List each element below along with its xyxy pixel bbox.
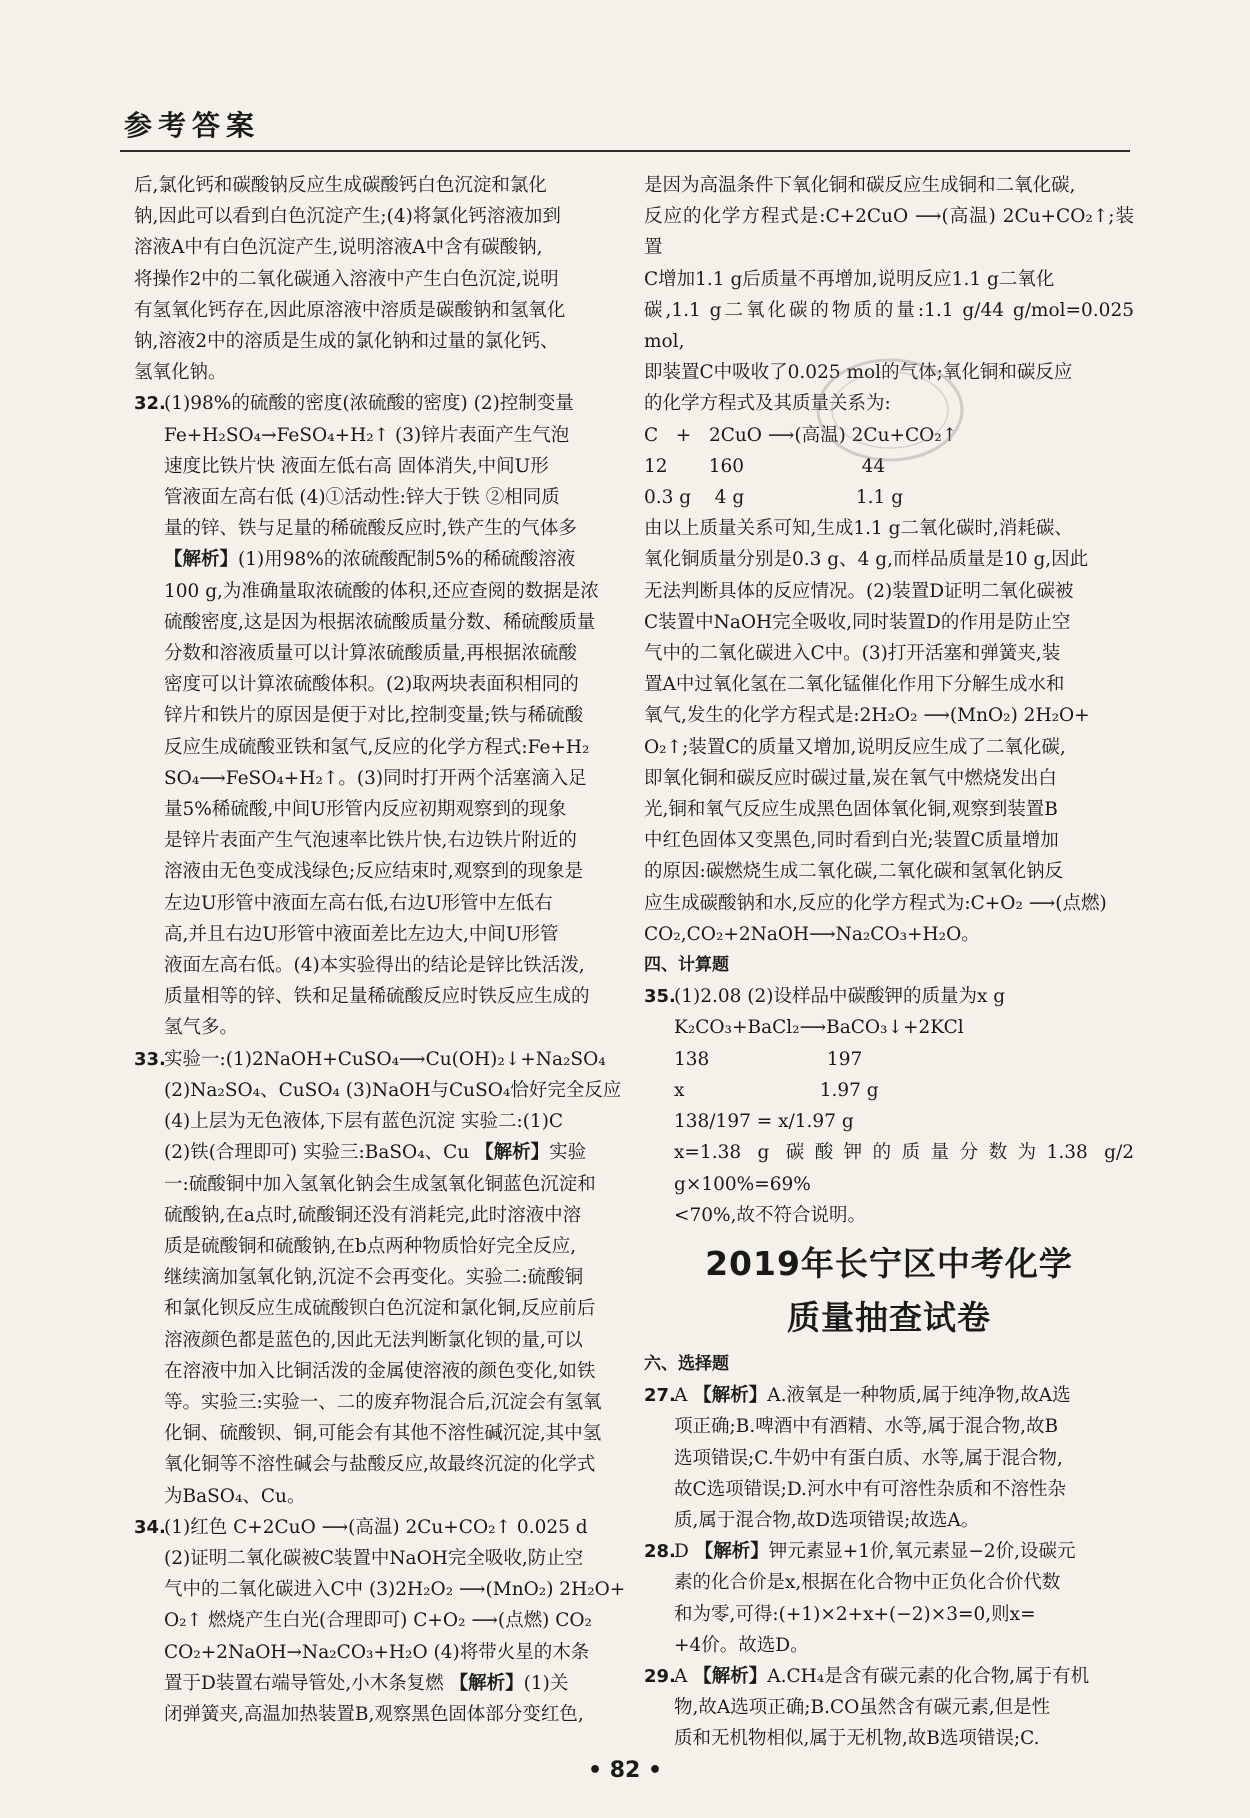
- question-number: 35.: [644, 986, 676, 1008]
- analysis-tag: 【解析】: [449, 1672, 524, 1694]
- section-heading-calc: 四、计算题: [644, 955, 729, 976]
- watermark-stamp-icon: [810, 350, 970, 470]
- analysis-33: 一:硫酸铜中加入氢氧化钠会生成氢氧化铜蓝色沉淀和 硫酸钠,在a点时,硫酸铜还没有消耗完,此时溶液中溶 质是硫酸铜和硫酸钠,在b点两种物质恰好完全反应, 继续滴加氢氧化钠,沉淀不会再变化。实验二:硫酸铜 和氯化钡反应生成硫酸钡白色沉淀和氯化铜,反应前后 溶液颜色都是蓝色的,因此无法判断氯化钡的量,可以 在溶液中加入比铜活泼的金属使溶液的颜色变化,如铁 等。实验三:实验一、二的废弃物混合后,沉淀会有氢氧 化铜、硫酸钡、铜,可能会有其他不溶性碱沉淀,其中氢 氧化铜等不溶性碱会与盐酸反应,故最终沉淀的化学式 为BaSO₄、Cu。: [164, 1173, 602, 1507]
- section-heading-choice: 六、选择题: [644, 1353, 729, 1374]
- analysis-tag: 【解析】: [694, 1541, 769, 1563]
- analysis-32: 【解析】(1)用98%的浓硫酸配制5%的稀硫酸溶液 100 g,为准确量取浓硫酸的体积,还应查阅的数据是浓 硫酸密度,这是因为根据浓硫酸质量分数、稀硫酸质量 分数和溶液质量可以计算浓硫酸质量,再根据浓硫酸 密度可以计算浓硫酸体积。(2)取两块表面积相同的 锌片和铁片的原因是便于对比,控制变量;铁与稀硫酸 反应生成硫酸亚铁和氢气,反应的化学方程式:Fe+H₂ SO₄⟶FeSO₄+H₂↑。(3)同时打开两个活塞滴入足 量5%稀硫酸,中间U形管内反应初期观察到的现象 是锌片表面产生气泡速率比铁片快,右边铁片附近的 溶液由无色变成浅绿色;反应结束时,观察到的现象是 左边U形管中液面左高右低,右边U形管中左低右 高,并且右边U形管中液面差比左边大,中间U形管 液面左高右低。(4)本实验得出的结论是锌比铁活泼, 质量相等的锌、铁和足量稀硫酸反应时铁反应生成的 氢气多。: [164, 549, 599, 1039]
- question-number: 28.: [644, 1541, 676, 1563]
- header-title: 参考答案: [124, 109, 261, 142]
- analysis-tag: 【解析】: [693, 1385, 768, 1407]
- exam-title: 2019年长宁区中考化学 质量抽查试卷: [705, 1243, 1073, 1337]
- continuation-34b: 由以上质量关系可知,生成1.1 g二氧化碳时,消耗碳、 氧化铜质量分别是0.3 g、4 g,而样品质量是10 g,因此 无法判断具体的反应情况。(2)装置D证明二氧化碳被 C装置中NaOH完全吸收,同时装置D的作用是防止空 气中的二氧化碳进入C中。(3)打开活塞和弹簧夹,装 置A中过氧化氢在二氧化锰催化作用下分解生成水和 氧气,发生的化学方程式是:2H₂O₂ ⟶(MnO₂) 2H₂O+ O₂↑;装置C的质量又增加,说明反应生成了二氧化碳, 即氧化铜和碳反应时碳过量,炭在氧气中燃烧发出白 光,铜和氧气反应生成黑色固体氧化铜,观察到装置B 中红色固体又变黑色,同时看到白光;装置C质量增加 的原因:碳燃烧生成二氧化碳,二氧化碳和氢氧化钠反 应生成碳酸钠和水,反应的化学方程式为:C+O₂ ⟶(点燃) CO₂,CO₂+2NaOH⟶Na₂CO₃+H₂O。: [644, 518, 1107, 945]
- question-32: 32. (1)98%的硫酸的密度(浓硫酸的密度) (2)控制变量 Fe+H₂SO₄→FeSO₄+H₂↑ (3)锌片表面产生气泡 速度比铁片快 液面左低右高 固体消失,中间U形 管液面左高右低 (4)①活动性:锌大于铁 ②相同质 量的锌、铁与足量的稀硫酸反应时,铁产生的气体多: [134, 388, 634, 544]
- question-number: 34.: [134, 1516, 166, 1538]
- question-34: 34. (1)红色 C+2CuO ⟶(高温) 2Cu+CO₂↑ 0.025 d (2)证明二氧化碳被C装置中NaOH完全吸收,防止空 气中的二氧化碳进入C中 (3)2H₂O₂ ⟶(MnO₂) 2H₂O+ O₂↑ 燃烧产生白光(合理即可) C+O₂ ⟶(点燃) CO₂ CO₂+2NaOH→Na₂CO₃+H₂O (4)将带火星的木条 置于D装置右端导管处,小木条复燃 【解析】(1)关: [134, 1512, 634, 1699]
- question-28: 28. D 【解析】钾元素显+1价,氧元素显−2价,设碳元 素的化合价是x,根据在化合物中正负化合价代数 和为零,可得:(+1)×2+x+(−2)×3=0,则x= +4价。故选D。: [644, 1536, 1134, 1661]
- question-33: 33. 实验一:(1)2NaOH+CuSO₄⟶Cu(OH)₂↓+Na₂SO₄ (2)Na₂SO₄、CuSO₄ (3)NaOH与CuSO₄恰好完全反应 (4)上层为无色液体,下层有蓝色沉淀 实验二:(1)C (2)铁(合理即可) 实验三:BaSO₄、Cu 【解析】实验: [134, 1044, 634, 1169]
- analysis-tag: 【解析】: [475, 1142, 550, 1164]
- question-number: 29.: [644, 1665, 676, 1687]
- question-number: 33.: [134, 1048, 166, 1070]
- continuation-34: 是因为高温条件下氧化铜和碳反应生成铜和二氧化碳, 反应的化学方程式是:C+2CuO ⟶(高温) 2Cu+CO₂↑;装置 C增加1.1 g后质量不再增加,说明反应1.1 g二氧化 碳,1.1 g二氧化碳的物质的量:1.1 g/44 g/mol=0.025 mol, 即装置C中吸收了0.025 mol的气体;氧化铜和碳反应 的化学方程式及其质量关系为:: [644, 175, 1134, 415]
- intro-paragraph: 后,氯化钙和碳酸钠反应生成碳酸钙白色沉淀和氯化 钠,因此可以看到白色沉淀产生;(4)将氯化钙溶液加到 溶液A中有白色沉淀产生,说明溶液A中含有碳酸钠, 将操作2中的二氧化碳通入溶液中产生白色沉淀,说明 有氢氧化钙存在,因此原溶液中溶质是碳酸钠和氢氧化 钠,溶液2中的溶质是生成的氯化钠和过量的氯化钙、 氢氧化钠。: [134, 175, 566, 384]
- question-29: 29. A 【解析】A.CH₄是含有碳元素的化合物,属于有机 物,故A选项正确;B.CO虽然含有碳元素,但是性 质和无机物相似,属于无机物,故B选项错误;C.: [644, 1661, 1134, 1755]
- analysis-tag: 【解析】: [164, 549, 239, 571]
- left-column: [134, 170, 634, 1730]
- page-number: • 82 •: [587, 1758, 663, 1783]
- mass-relation-equation: C + 2CuO ⟶(高温) 2Cu+CO₂↑ 12 160 44 0.3 g 4 g 1.1 g: [644, 424, 958, 509]
- question-number: 27.: [644, 1385, 676, 1407]
- analysis-tag: 【解析】: [693, 1665, 768, 1687]
- question-number: 32.: [134, 393, 166, 415]
- question-35: 35. (1)2.08 (2)设样品中碳酸钾的质量为x g K₂CO₃+BaCl₂⟶BaCO₃↓+2KCl 138 197 x 1.97 g 138/197 = x/1.97 g x=1.38 g 碳酸钾的质量分数为1.38 g/2 g×100%=69% <70%,故不符合说明。: [644, 981, 1134, 1231]
- question-27: 27. A 【解析】A.液氧是一种物质,属于纯净物,故A选 项正确;B.啤酒中有酒精、水等,属于混合物,故B 选项错误;C.牛奶中有蛋白质、水等,属于混合物, 故C选项错误;D.河水中有可溶性杂质和不溶性杂 质,属于混合物,故D选项错误;故选A。: [644, 1380, 1134, 1536]
- analysis-34: 闭弹簧夹,高温加热装置B,观察黑色固体部分变红色,: [164, 1703, 584, 1725]
- page-header: [120, 100, 1130, 152]
